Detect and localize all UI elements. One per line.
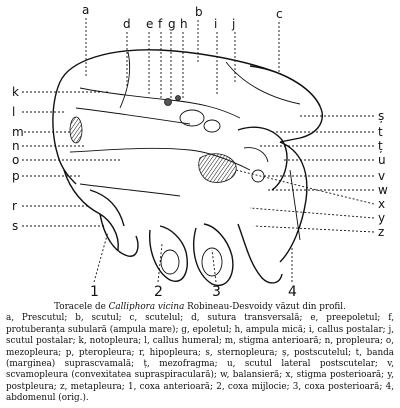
label-t-comma: ț <box>378 139 383 153</box>
label-b: b <box>195 5 203 19</box>
label-g: g <box>168 17 176 31</box>
caption-title-prefix: Toracele de <box>54 302 109 312</box>
bottom-labels <box>90 284 297 300</box>
top-labels <box>82 3 283 31</box>
label-s-comma: ș <box>378 109 385 123</box>
label-s: s <box>12 219 19 233</box>
caption-body: a, Prescutul; b, scutul; c, scutelul; d, sutura transversală; e, preepoletul; f, protuberanța subulară (ampula mare); g, epoletul; h, ampula mică; i, callus postalar; j, scutul postalar; k, notopleura; l, callus humeral; m, stigma anterioară; n, propleura; o, mezopleura; p, pteropleura; r, hipopleura; s, sternopleura; ș, postscutelul; t, banda (marginea) suprascvamală; ț, mezofragma; u, scutul lateral postscutelar; v, scvamopleura (convexitatea supraspiraculară); w, balansieră; x, stigma posterioară; y, postpleura; z, metapleura; 1, coxa anterioară; 2, coxa mijlocie; 3, coxa posterioară; 4, abdomenul (orig.). <box>6 313 394 404</box>
label-i: i <box>214 17 218 31</box>
label-n: n <box>12 139 20 153</box>
label-l: l <box>12 105 16 119</box>
caption-species-name: Calliphora vicina <box>108 302 185 312</box>
label-1: 1 <box>90 284 99 300</box>
label-a: a <box>82 3 90 17</box>
label-t: t <box>378 125 383 139</box>
label-y: y <box>378 211 386 225</box>
label-f: f <box>158 17 163 31</box>
label-h: h <box>180 17 188 31</box>
label-r: r <box>12 199 17 213</box>
label-x: x <box>378 197 386 211</box>
caption-title-suffix: Robineau-Desvoidy văzut din profil. <box>184 302 346 312</box>
label-4: 4 <box>288 284 297 300</box>
label-j: j <box>232 17 236 31</box>
figure-caption <box>6 302 394 405</box>
label-2: 2 <box>154 284 163 300</box>
label-w: w <box>378 183 388 197</box>
label-z: z <box>378 225 385 239</box>
label-c: c <box>276 7 283 21</box>
caption-title <box>6 302 394 313</box>
label-d: d <box>123 17 131 31</box>
label-u: u <box>378 153 386 167</box>
label-o: o <box>12 153 20 167</box>
bottom-leader-lines <box>94 232 292 282</box>
label-m: m <box>12 125 24 139</box>
thorax-drawing <box>53 50 322 286</box>
right-labels <box>378 109 388 239</box>
label-3: 3 <box>212 284 221 300</box>
label-k: k <box>12 85 19 99</box>
label-e: e <box>146 17 154 31</box>
label-v: v <box>378 169 386 183</box>
label-p: p <box>12 169 20 183</box>
left-labels <box>12 85 24 233</box>
